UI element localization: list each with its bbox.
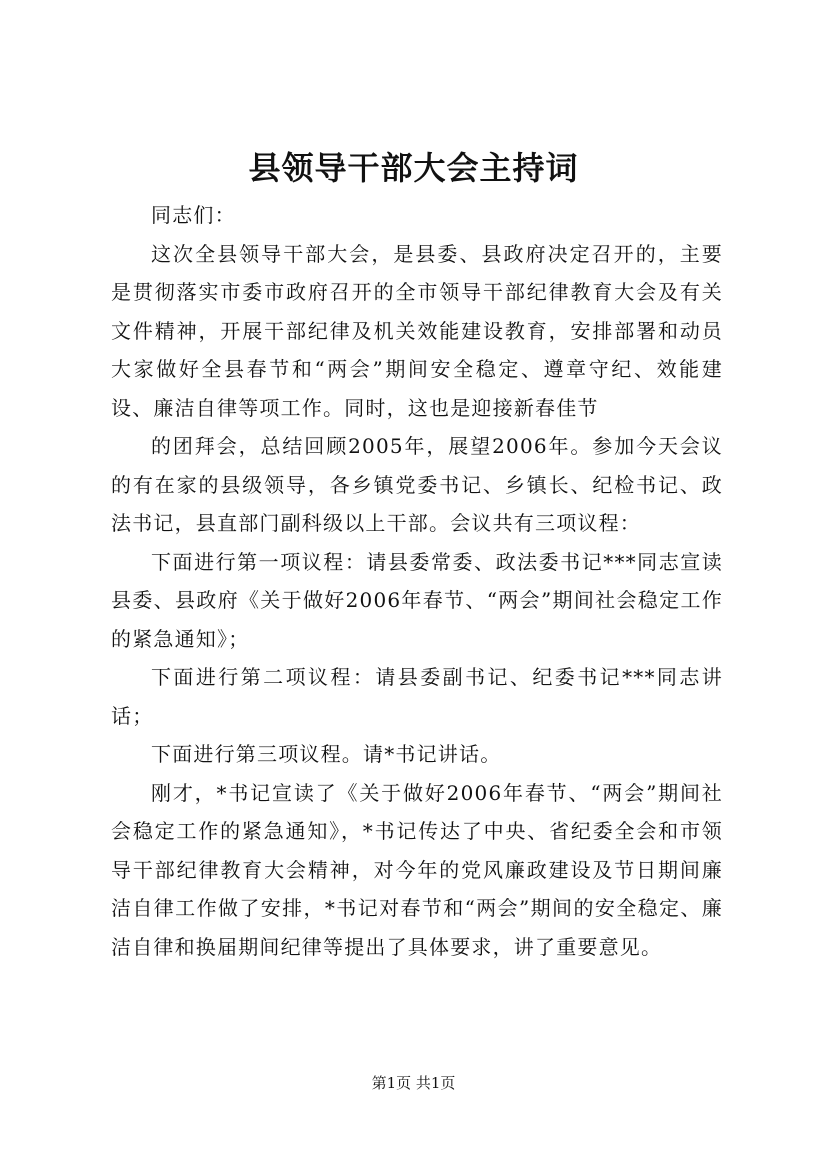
paragraph: 这次全县领导干部大会，是县委、县政府决定召开的，主要是贯彻落实市委市政府召开的全市领导干部纪律教育大会及有关文件精神，开展干部纪律及机关效能建设教育，安排部署和动员大家做好全县春节和“两会”期间安全稳定、遵章守纪、效能建设、廉洁自律等项工作。同时，这也是迎接新春佳节 <box>111 241 723 420</box>
document-title: 县领导干部大会主持词 <box>248 149 579 187</box>
paragraph: 的团拜会，总结回顾2005年，展望2006年。参加今天会议的有在家的县级领导，各乡镇党委书记、乡镇长、纪检书记、政法书记，县直部门副科级以上干部。会议共有三项议程： <box>111 434 723 535</box>
paragraph: 刚才，*书记宣读了《关于做好2006年春节、“两会”期间社会稳定工作的紧急通知》，*书记传达了中央、省纪委全会和市领导干部纪律教育大会精神，对今年的党风廉政建设及节日期间廉洁自律工作做了安排，*书记对春节和“两会”期间的安全稳定、廉洁自律和换届期间纪律等提出了具体要求，讲了重要意见。 <box>111 780 723 959</box>
paragraph-agenda-1: 下面进行第一项议程：请县委常委、政法委书记***同志宣读县委、县政府《关于做好2006年春节、“两会”期间社会稳定工作的紧急通知》； <box>111 549 723 651</box>
page-number: 第1页 共1页 <box>371 1074 456 1092</box>
paragraph-greeting: 同志们： <box>151 203 236 227</box>
document-body <box>111 196 723 966</box>
paragraph-agenda-3: 下面进行第三项议程。请*书记讲话。 <box>151 742 502 766</box>
paragraph-agenda-2: 下面进行第二项议程：请县委副书记、纪委书记***同志讲话； <box>111 665 723 728</box>
